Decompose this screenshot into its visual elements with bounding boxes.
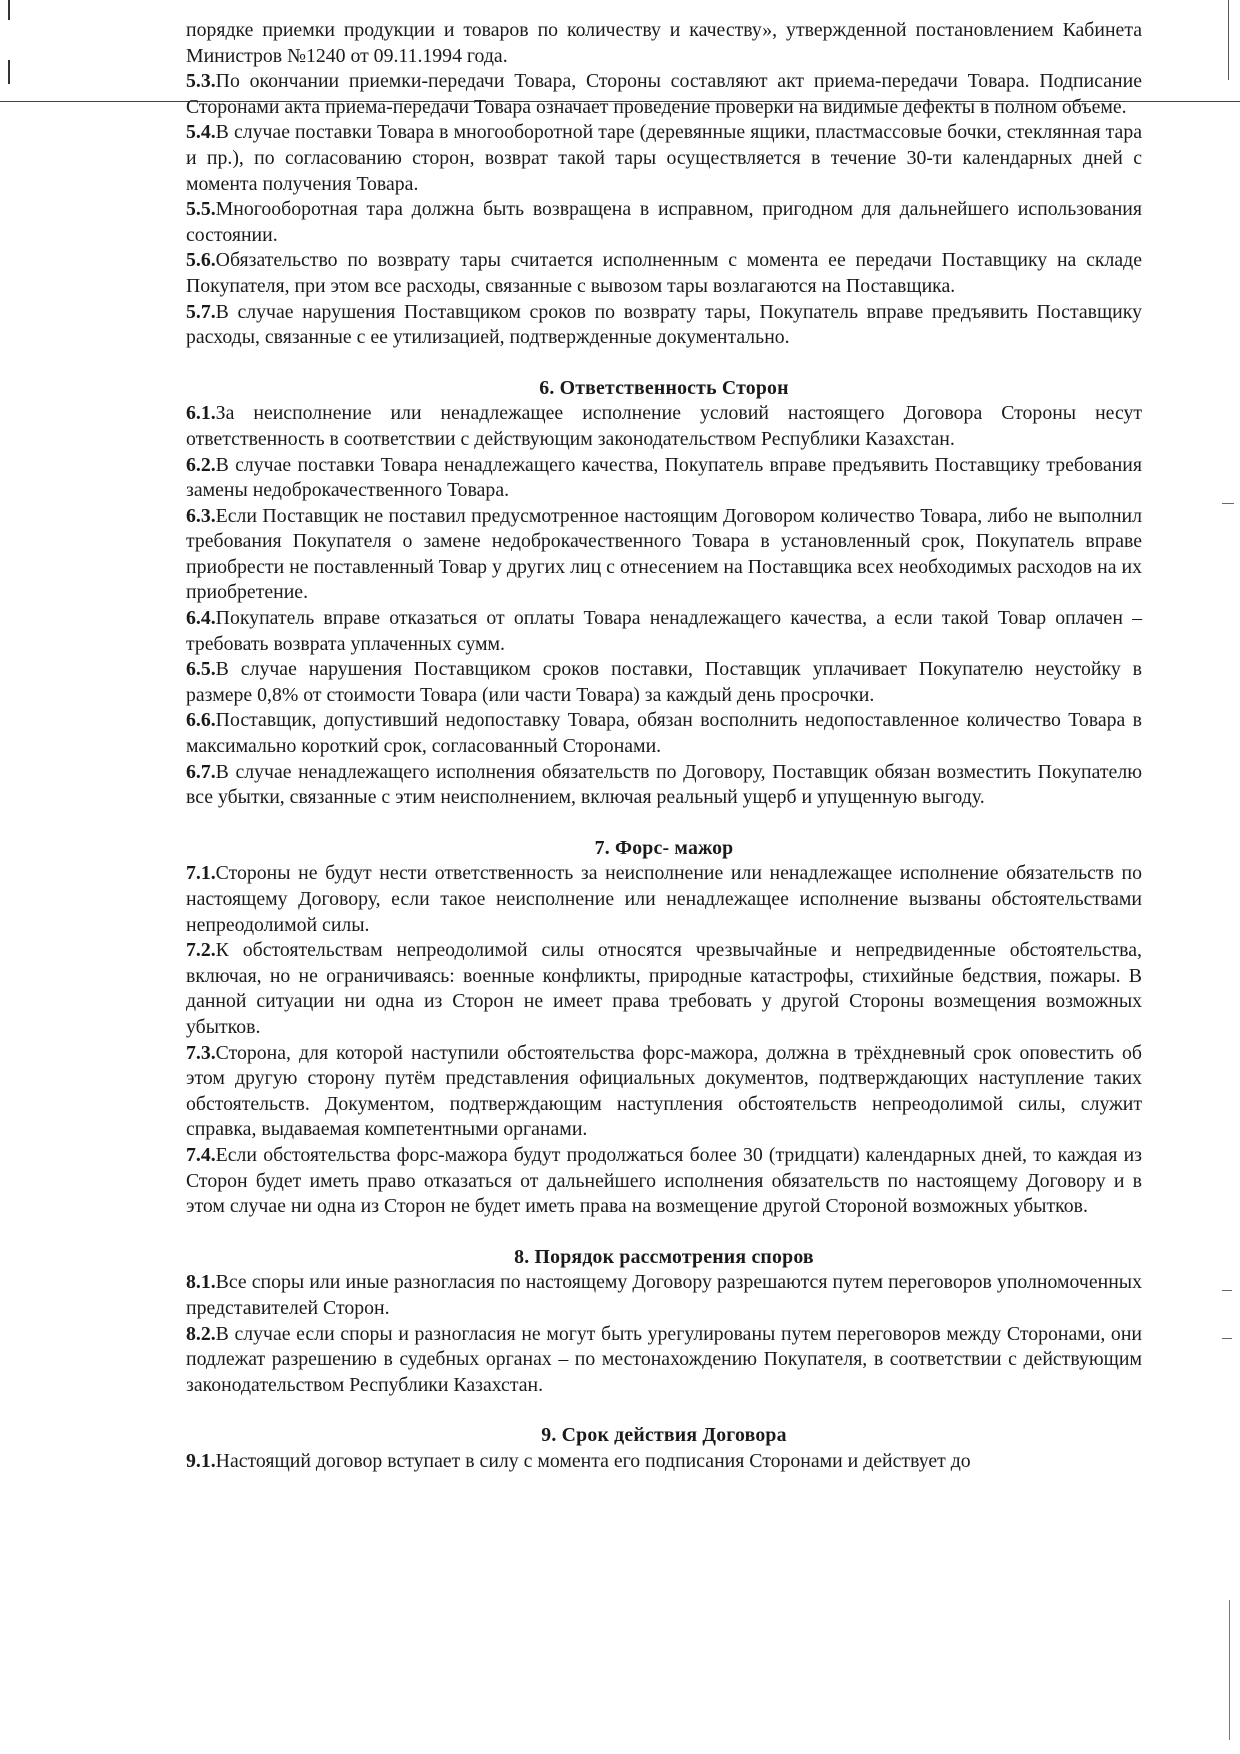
clause-paragraph — [186, 504, 1142, 606]
clause-number: 7.4. — [186, 1143, 216, 1166]
clause-number: 6.7. — [186, 760, 216, 783]
clause-paragraph — [186, 197, 1142, 248]
clause-paragraph — [186, 606, 1142, 657]
clause-paragraph — [186, 1270, 1142, 1321]
clause-text: Стороны не будут нести ответственность за неисполнение или ненадлежащее исполнение обязательств по настоящему Договору, если такое неисполнение или ненадлежащее исполнение вызваны обстоятельствами непреодолимой силы. — [186, 862, 1142, 936]
clause-text: За неисполнение или ненадлежащее исполнение условий настоящего Договора Стороны несут ответственность в соответствии с действующим законодательством Республики Казахстан. — [186, 402, 1142, 450]
clause-number: 6.1. — [186, 402, 216, 425]
section-heading: 8. Порядок рассмотрения споров — [514, 1245, 814, 1268]
clause-number: 5.5. — [186, 198, 216, 221]
scan-edge-mark — [8, 60, 10, 84]
scan-edge-mark — [8, 0, 10, 20]
clause-number: 6.5. — [186, 658, 216, 681]
clause-text: В случае поставки Товара в многооборотной таре (деревянные ящики, пластмассовые бочки, стеклянная тара и пр.), по согласованию сторон, возврат такой тары осуществляется в течение 30-ти календарных дней с момента получения Товара. — [186, 121, 1142, 195]
scan-edge-mark — [1222, 1290, 1232, 1291]
intro-paragraph: порядке приемки продукции и товаров по количеству и качеству», утвержденной постановлением Кабинета Министров №1240 от 09.11.1994 года. — [186, 19, 1142, 67]
clause-number: 5.6. — [186, 249, 216, 272]
clause-number: 9.1. — [186, 1449, 216, 1472]
clause-paragraph — [186, 1449, 1142, 1475]
clause-text: По окончании приемки-передачи Товара, Стороны составляют акт приема-передачи Товара. Подписание Сторонами акта приема-передачи Товара означает проведение проверки на видимые дефекты в полном объеме. — [186, 70, 1142, 118]
clause-text: Если Поставщик не поставил предусмотренное настоящим Договором количество Товара, либо не выполнил требования Покупателя о замене недоброкачественного Товара в установленный срок, Покупатель вправе приобрести не поставленный Товар у других лиц с отнесением на Поставщика всех необходимых расходов на их приобретение. — [186, 504, 1142, 604]
clause-text: Настоящий договор вступает в силу с момента его подписания Сторонами и действует до — [215, 1449, 971, 1472]
clause-paragraph — [186, 708, 1142, 759]
clause-paragraph — [186, 248, 1142, 299]
clause-number: 6.4. — [186, 607, 216, 630]
section-heading: 6. Ответственность Сторон — [539, 376, 789, 399]
clause-text: В случае нарушения Поставщиком сроков по возврату тары, Покупатель вправе предъявить Поставщику расходы, связанные с ее утилизацией, подтвержденные документально. — [186, 300, 1142, 349]
clause-paragraph — [186, 760, 1142, 811]
clause-text: Поставщик, допустивший недопоставку Товара, обязан восполнить недопоставленное количество Товара в максимально короткий срок, согласованный Сторонами. — [186, 709, 1142, 758]
section-heading: 7. Форс- мажор — [594, 836, 734, 859]
clause-number: 5.3. — [186, 70, 216, 93]
clause-number: 7.3. — [186, 1041, 216, 1064]
clause-text: В случае если споры и разногласия не могут быть урегулированы путем переговоров между Сторонами, они подлежат разрешению в судебных органах – по местонахождению Покупателя, в соответствии с действующим законодательством Республики Казахстан. — [186, 1322, 1142, 1396]
clause-text: В случае поставки Товара ненадлежащего качества, Покупатель вправе предъявить Поставщику требования замены недоброкачественного Товара. — [186, 453, 1142, 502]
clause-number: 6.6. — [186, 709, 216, 732]
clause-paragraph — [186, 938, 1142, 1040]
clause-text: Сторона, для которой наступили обстоятельства форс-мажора, должна в трёхдневный срок оповестить об этом другую сторону путём представления официальных документов, подтверждающих наступление таких обстоятельств. Документом, подтверждающим наступления обстоятельств непреодолимой силы, служит справка, выдаваемая компетентными органами. — [186, 1041, 1142, 1141]
clause-paragraph — [186, 453, 1142, 504]
clause-text: К обстоятельствам непреодолимой силы относятся чрезвычайные и непредвиденные обстоятельства, включая, но не ограничиваясь: военные конфликты, природные катастрофы, стихийные бедствия, пожары. В данной ситуации ни одна из Сторон не имеет права требовать у другой Стороны возмещения возможных убытков. — [186, 939, 1142, 1038]
clause-text: Если обстоятельства форс-мажора будут продолжаться более 30 (тридцати) календарных дней, то каждая из Сторон будет иметь право отказаться от дальнейшего исполнения обязательств по настоящему Договору и в этом случае ни одна из Сторон не будет иметь права на возмещение другой Стороной возможных убытков. — [186, 1143, 1142, 1218]
scan-edge-mark — [1222, 503, 1234, 504]
clause-number: 7.2. — [186, 939, 216, 962]
clause-paragraph — [186, 1143, 1142, 1220]
clause-paragraph — [186, 1322, 1142, 1399]
clause-paragraph — [186, 1041, 1142, 1143]
clause-text: Многооборотная тара должна быть возвращена в исправном, пригодном для дальнейшего использования состоянии. — [186, 198, 1142, 246]
clause-paragraph — [186, 657, 1142, 708]
clause-paragraph — [186, 120, 1142, 197]
scan-edge-mark — [1229, 1600, 1230, 1740]
clause-text: В случае нарушения Поставщиком сроков поставки, Поставщик уплачивает Покупателю неустойку в размере 0,8% от стоимости Товара (или части Товара) за каждый день просрочки. — [186, 658, 1142, 706]
clause-number: 5.4. — [186, 121, 216, 144]
clause-number: 5.7. — [186, 300, 216, 323]
clause-number: 6.3. — [186, 504, 216, 527]
clause-text: В случае ненадлежащего исполнения обязательств по Договору, Поставщик обязан возместить Покупателю все убытки, связанные с этим неисполнением, включая реальный ущерб и упущенную выгоду. — [186, 760, 1142, 809]
scan-edge-mark — [1222, 1338, 1232, 1339]
document-body — [186, 18, 1142, 1474]
clause-number: 6.2. — [186, 453, 216, 476]
clause-number: 8.2. — [186, 1322, 216, 1345]
clause-number: 7.1. — [186, 862, 216, 885]
scan-edge-mark — [1228, 0, 1229, 80]
clause-paragraph — [186, 861, 1142, 938]
clause-number: 8.1. — [186, 1271, 216, 1294]
clause-paragraph — [186, 69, 1142, 120]
clause-text: Все споры или иные разногласия по настоящему Договору разрешаются путем переговоров уполномоченных представителей Сторон. — [186, 1271, 1142, 1319]
clause-paragraph — [186, 401, 1142, 452]
clause-paragraph — [186, 300, 1142, 351]
section-heading: 9. Срок действия Договора — [541, 1424, 787, 1447]
clause-text: Покупатель вправе отказаться от оплаты Товара ненадлежащего качества, а если такой Товар оплачен – требовать возврата уплаченных сумм. — [186, 607, 1142, 655]
clause-text: Обязательство по возврату тары считается исполненным с момента ее передачи Поставщику на складе Покупателя, при этом все расходы, связанные с вывозом тары возлагаются на Поставщика. — [186, 249, 1142, 297]
